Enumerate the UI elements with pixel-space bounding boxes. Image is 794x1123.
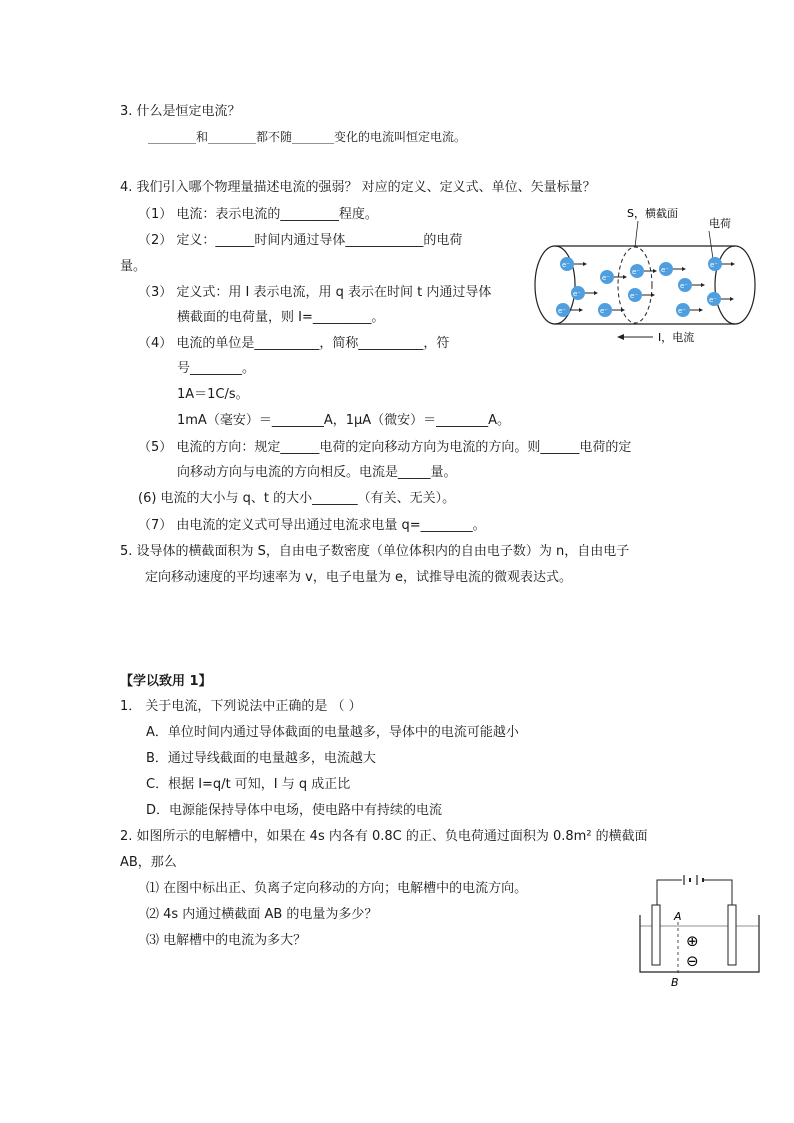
q4-item3a: （3） 定义式：用 I 表示电流，用 q 表示在时间 t 内通过导体 (138, 285, 492, 300)
q4-title: 4. 我们引入哪个物理量描述电流的强弱？ 对应的定义、定义式、单位、矢量标量？ (120, 180, 596, 195)
q5-line1: 5. 设导体的横截面积为 S，自由电子数密度（单位体积内的自由电子数）为 n，自由电子 (120, 544, 630, 559)
electron (600, 270, 627, 284)
label-charge: 电荷 (709, 217, 731, 230)
practice-q1-stem: 1． 关于电流，下列说法中正确的是 （ ） (120, 699, 362, 714)
practice-q2-stem1: 2. 如图所示的电解槽中，如果在 4s 内各有 0.8C 的正、负电荷通过面积为 0.8m² 的横截面 (120, 829, 648, 844)
svg-text:e⁻: e⁻ (709, 296, 718, 304)
svg-text:e⁻: e⁻ (600, 307, 609, 315)
q4-item7: （7） 由电流的定义式可导出通过电流求电量 q=________。 (138, 518, 486, 533)
label-a: A (674, 910, 682, 923)
practice-q2-stem2: AB，那么 (120, 855, 177, 870)
electrolytic-cell-figure (632, 870, 767, 990)
svg-text:e⁻: e⁻ (562, 261, 571, 269)
q4-item5a: （5） 电流的方向：规定______电荷的定向移动方向为电流的方向。则______电荷的定 (138, 440, 632, 455)
svg-text:e⁻: e⁻ (630, 292, 639, 300)
positive-ion-icon: ⊕ (686, 932, 699, 950)
q4-item5b: 向移动方向与电流的方向相反。电流是_____量。 (177, 465, 457, 480)
q4-item4d: 1mA（毫安）＝________A，1μA（微安）＝________A。 (177, 413, 511, 428)
electron (659, 262, 686, 276)
label-current: I，电流 (658, 331, 695, 344)
q3-answer: ________和________都不随_______变化的电流叫恒定电流。 (148, 130, 467, 144)
electron (708, 257, 735, 271)
svg-text:e⁻: e⁻ (678, 307, 687, 315)
electron (678, 278, 705, 292)
negative-ion-icon: ⊖ (686, 952, 699, 970)
q4-item2b: 量。 (120, 259, 147, 274)
svg-text:e⁻: e⁻ (558, 307, 567, 315)
svg-text:e⁻: e⁻ (661, 266, 670, 274)
conductor-figure (525, 203, 765, 353)
q4-item4c: 1A＝1C/s。 (177, 387, 249, 402)
practice-q1-option-d: D．电源能保持导体中电场，使电路中有持续的电流 (146, 803, 443, 818)
q4-item1: （1） 电流：表示电流的_________程度。 (138, 207, 378, 222)
electron (707, 292, 734, 306)
electron (571, 286, 598, 300)
electron (598, 303, 625, 317)
practice-q2-sub1: ⑴ 在图中标出正、负离子定向移动的方向；电解槽中的电流方向。 (146, 881, 528, 896)
svg-text:e⁻: e⁻ (632, 268, 641, 276)
electron (630, 264, 657, 278)
practice-heading: 【学以致用 1】 (120, 674, 212, 689)
practice-q1-option-a: A．单位时间内通过导体截面的电量越多，导体中的电流可能越小 (146, 725, 519, 740)
practice-q2-sub2: ⑵ 4s 内通过横截面 AB 的电量为多少？ (146, 907, 378, 922)
svg-text:e⁻: e⁻ (602, 274, 611, 282)
electron (556, 303, 583, 317)
practice-q1-option-b: B．通过导线截面的电量越多，电流越大 (146, 751, 376, 766)
q4-item4b: 号________。 (177, 361, 256, 376)
svg-text:e⁻: e⁻ (710, 261, 719, 269)
svg-text:e⁻: e⁻ (680, 282, 689, 290)
q5-line2: 定向移动速度的平均速率为 v，电子电量为 e，试推导电流的微观表达式。 (145, 570, 572, 585)
q4-item2a: （2） 定义：______时间内通过导体____________的电荷 (138, 233, 463, 248)
electron (676, 303, 703, 317)
label-b: B (671, 976, 679, 989)
label-cross-section: S，横截面 (627, 207, 678, 220)
practice-q2-sub3: ⑶ 电解槽中的电流为多大？ (146, 933, 307, 948)
q4-item4a: （4） 电流的单位是__________，简称__________，符 (138, 336, 450, 351)
q4-item3b: 横截面的电荷量，则 I=_________。 (177, 310, 385, 325)
svg-text:e⁻: e⁻ (573, 290, 582, 298)
practice-q1-option-c: C．根据 I=q/t 可知，I 与 q 成正比 (146, 777, 351, 792)
q3-title: 3. 什么是恒定电流？ (120, 104, 241, 119)
q4-item6: (6) 电流的大小与 q、t 的大小_______（有关、无关）。 (138, 491, 456, 506)
